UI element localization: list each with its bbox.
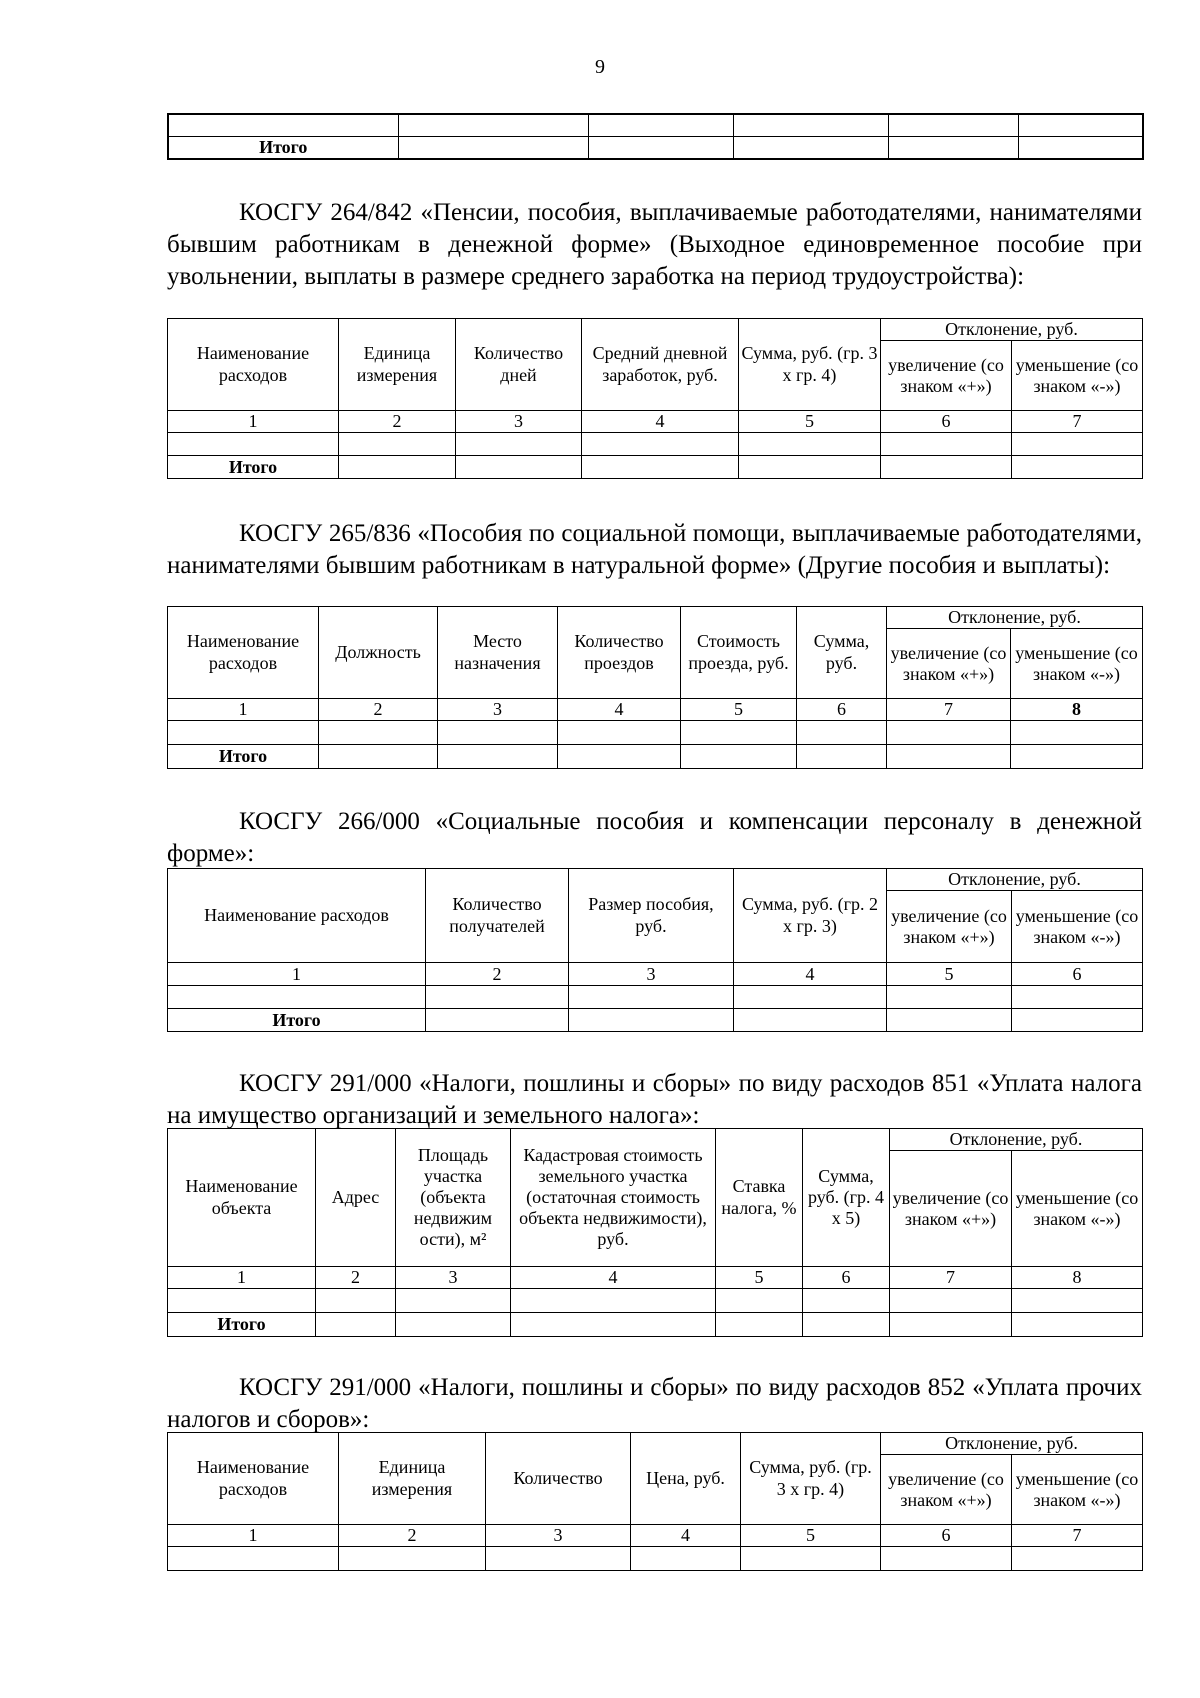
column-number: 5 xyxy=(739,411,881,433)
column-header: Цена, руб. xyxy=(631,1433,741,1525)
column-number: 4 xyxy=(631,1525,741,1547)
column-header: Единица измерения xyxy=(339,1433,486,1525)
total-label: Итого xyxy=(168,1009,426,1032)
column-number: 4 xyxy=(558,699,681,721)
table-row xyxy=(168,1289,1143,1313)
column-header: уменьшение (со знаком «-») xyxy=(1012,1151,1143,1267)
table-row xyxy=(168,433,1143,456)
column-header: Кадастровая стоимость земельного участка (остаточная стоимость объекта недвижимости), руб. xyxy=(511,1129,716,1267)
table-header-row xyxy=(168,1433,1143,1455)
column-number: 3 xyxy=(569,963,734,986)
column-header: уменьшение (со знаком «-») xyxy=(1012,341,1143,411)
column-number: 8 xyxy=(1012,1267,1143,1289)
column-numbers-row xyxy=(168,699,1143,721)
column-number: 6 xyxy=(881,411,1012,433)
column-header: увеличение (со знаком «+») xyxy=(890,1151,1012,1267)
column-numbers-row xyxy=(168,1267,1143,1289)
column-header: Наименование расходов xyxy=(168,869,426,963)
column-number: 2 xyxy=(339,1525,486,1547)
deviation-header: Отклонение, руб. xyxy=(887,607,1143,629)
total-row xyxy=(168,1009,1143,1032)
total-row xyxy=(168,456,1143,479)
column-number: 6 xyxy=(1012,963,1143,986)
column-number: 6 xyxy=(881,1525,1012,1547)
column-number: 7 xyxy=(890,1267,1012,1289)
section-291-851-table xyxy=(167,1128,1143,1337)
column-header: уменьшение (со знаком «-») xyxy=(1011,629,1143,699)
column-number: 5 xyxy=(741,1525,881,1547)
total-label: Итого xyxy=(168,745,319,769)
column-header: увеличение (со знаком «+») xyxy=(887,891,1012,963)
column-header: Количество получателей xyxy=(426,869,569,963)
table-header-row xyxy=(168,607,1143,629)
total-row xyxy=(168,136,1143,159)
section-264-842-text: КОСГУ 264/842 «Пенсии, пособия, выплачиваемые работодателями, нанимателями бывшим работникам в денежной форме» (Выходное единовременное пособие при увольнении, выплаты в размере среднего заработка на период трудоустройства): xyxy=(167,199,1142,290)
column-header: увеличение (со знаком «+») xyxy=(887,629,1011,699)
column-header: Сумма, руб. xyxy=(797,607,887,699)
total-row xyxy=(168,745,1143,769)
section-266-000-text: КОСГУ 266/000 «Социальные пособия и компенсации персоналу в денежной форме»: xyxy=(167,808,1142,867)
table-row xyxy=(168,986,1143,1009)
column-header: Стоимость проезда, руб. xyxy=(681,607,797,699)
column-number: 3 xyxy=(486,1525,631,1547)
total-label: Итого xyxy=(168,1313,316,1337)
section-266-000-table xyxy=(167,868,1143,1032)
column-number: 8 xyxy=(1011,699,1143,721)
table-row xyxy=(168,114,1143,136)
column-header: Размер пособия, руб. xyxy=(569,869,734,963)
column-number: 3 xyxy=(396,1267,511,1289)
column-number: 7 xyxy=(1012,1525,1143,1547)
page-number: 9 xyxy=(595,56,605,78)
section-264-842-table xyxy=(167,318,1143,479)
column-number: 4 xyxy=(582,411,739,433)
column-number: 3 xyxy=(438,699,558,721)
column-header: Ставка налога, % xyxy=(716,1129,803,1267)
column-header: Количество xyxy=(486,1433,631,1525)
column-number: 6 xyxy=(803,1267,890,1289)
column-number: 1 xyxy=(168,699,319,721)
section-291-852-text: КОСГУ 291/000 «Налоги, пошлины и сборы» по виду расходов 852 «Уплата прочих налогов и сборов»: xyxy=(167,1374,1142,1433)
column-header: Сумма, руб. (гр. 2 х гр. 3) xyxy=(734,869,887,963)
column-header: Адрес xyxy=(316,1129,396,1267)
column-number: 2 xyxy=(426,963,569,986)
deviation-header: Отклонение, руб. xyxy=(881,319,1143,341)
column-number: 2 xyxy=(339,411,456,433)
column-number: 1 xyxy=(168,411,339,433)
column-numbers-row xyxy=(168,1525,1143,1547)
column-header: Единица измерения xyxy=(339,319,456,411)
section-291-852-table xyxy=(167,1432,1143,1571)
column-number: 3 xyxy=(456,411,582,433)
column-header: Средний дневной заработок, руб. xyxy=(582,319,739,411)
column-header: Количество дней xyxy=(456,319,582,411)
column-number: 2 xyxy=(316,1267,396,1289)
column-header: уменьшение (со знаком «-») xyxy=(1012,1455,1143,1525)
column-header: Наименование расходов xyxy=(168,319,339,411)
column-number: 5 xyxy=(887,963,1012,986)
table-header-row xyxy=(168,319,1143,341)
column-header: Место назначения xyxy=(438,607,558,699)
column-number: 5 xyxy=(681,699,797,721)
column-header: Должность xyxy=(319,607,438,699)
column-number: 7 xyxy=(887,699,1011,721)
column-number: 4 xyxy=(734,963,887,986)
column-header: увеличение (со знаком «+») xyxy=(881,341,1012,411)
column-number: 5 xyxy=(716,1267,803,1289)
table-header-row xyxy=(168,869,1143,891)
column-header: Площадь участка (объекта недвижим ости), м² xyxy=(396,1129,511,1267)
top-fragment-table xyxy=(167,113,1144,160)
column-header: Сумма, руб. (гр. 3 х гр. 4) xyxy=(739,319,881,411)
column-header: Наименование расходов xyxy=(168,1433,339,1525)
column-header: увеличение (со знаком «+») xyxy=(881,1455,1012,1525)
table-row xyxy=(168,721,1143,745)
column-number: 1 xyxy=(168,963,426,986)
column-number: 1 xyxy=(168,1525,339,1547)
deviation-header: Отклонение, руб. xyxy=(881,1433,1143,1455)
deviation-header: Отклонение, руб. xyxy=(890,1129,1143,1151)
column-header: Сумма, руб. (гр. 3 х гр. 4) xyxy=(741,1433,881,1525)
deviation-header: Отклонение, руб. xyxy=(887,869,1143,891)
column-numbers-row xyxy=(168,963,1143,986)
section-265-836-table xyxy=(167,606,1143,769)
column-header: Сумма, руб. (гр. 4 х 5) xyxy=(803,1129,890,1267)
table-row xyxy=(168,1547,1143,1571)
column-numbers-row xyxy=(168,411,1143,433)
total-label: Итого xyxy=(168,456,339,479)
column-header: Наименование объекта xyxy=(168,1129,316,1267)
section-291-851-text: КОСГУ 291/000 «Налоги, пошлины и сборы» по виду расходов 851 «Уплата налога на имущество организаций и земельного налога»: xyxy=(167,1070,1142,1129)
column-number: 4 xyxy=(511,1267,716,1289)
column-header: Наименование расходов xyxy=(168,607,319,699)
column-number: 1 xyxy=(168,1267,316,1289)
table-header-row xyxy=(168,1129,1143,1151)
total-label: Итого xyxy=(168,136,398,159)
column-number: 7 xyxy=(1012,411,1143,433)
column-number: 2 xyxy=(319,699,438,721)
section-265-836-text: КОСГУ 265/836 «Пособия по социальной помощи, выплачиваемые работодателями, нанимателями бывшим работникам в натуральной форме» (Другие пособия и выплаты): xyxy=(167,520,1142,579)
column-number: 6 xyxy=(797,699,887,721)
column-header: уменьшение (со знаком «-») xyxy=(1012,891,1143,963)
total-row xyxy=(168,1313,1143,1337)
column-header: Количество проездов xyxy=(558,607,681,699)
